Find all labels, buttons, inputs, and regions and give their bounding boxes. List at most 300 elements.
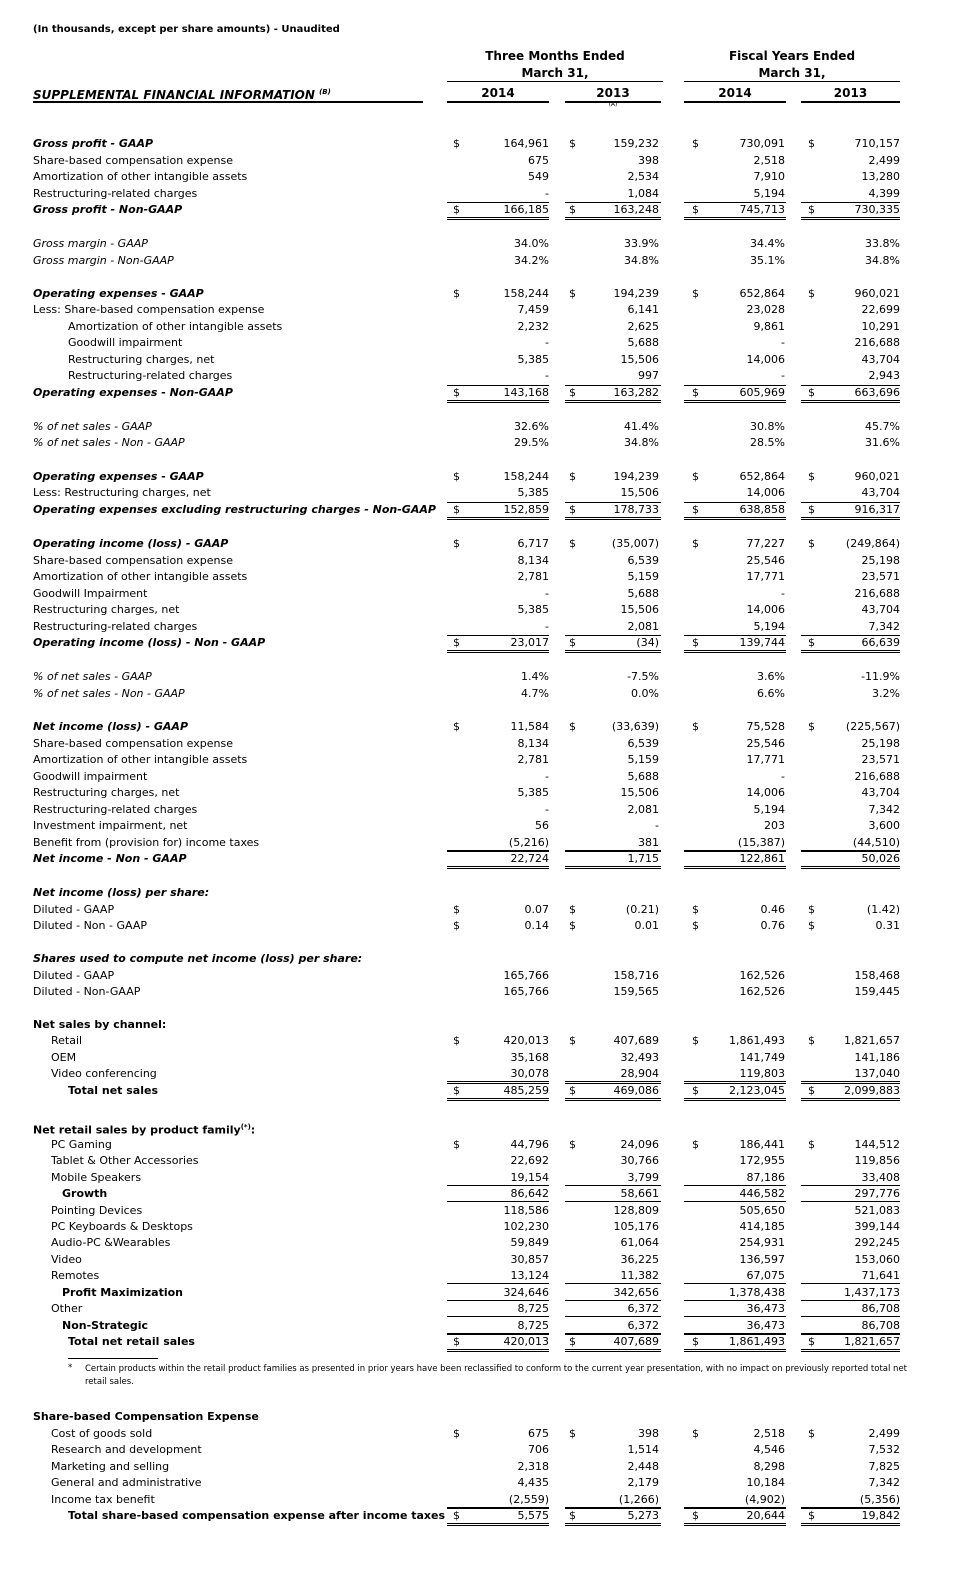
row-label [51, 1034, 82, 1047]
total-rule [447, 1185, 549, 1186]
total-rule [684, 385, 786, 386]
value-cell: 136,597 [739, 1253, 785, 1266]
value-cell: - [545, 803, 549, 816]
currency-symbol: $ [453, 1509, 460, 1522]
double-total-rule [565, 650, 661, 653]
value-cell: 30,078 [510, 1067, 549, 1080]
value-cell: 30,766 [620, 1154, 659, 1167]
row-label [33, 603, 179, 616]
currency-symbol: $ [569, 720, 576, 733]
value-cell: 2,232 [517, 320, 549, 333]
row-label-text: Restructuring-related charges [33, 187, 198, 200]
value-cell: 19,842 [861, 1509, 900, 1522]
value-cell: 61,064 [620, 1236, 659, 1249]
value-cell: 8,298 [753, 1460, 785, 1473]
value-cell: 158,468 [854, 969, 900, 982]
value-cell: 0.07 [524, 903, 549, 916]
value-cell: 23,571 [861, 753, 900, 766]
value-cell: 141,749 [739, 1051, 785, 1064]
value-cell: (15,387) [737, 836, 785, 849]
total-rule [801, 851, 900, 852]
total-rule [565, 1083, 661, 1084]
row-label-text: Operating expenses excluding restructuring charges - Non-GAAP [33, 503, 436, 516]
value-cell: 194,239 [613, 470, 659, 483]
currency-symbol: $ [692, 470, 699, 483]
row-label [33, 952, 362, 965]
value-cell: 605,969 [739, 386, 785, 399]
value-cell: (44,510) [852, 836, 900, 849]
value-cell: 414,185 [739, 1220, 785, 1233]
currency-symbol: $ [569, 1138, 576, 1151]
currency-symbol: $ [692, 386, 699, 399]
value-cell: 5,385 [517, 786, 549, 799]
value-cell: 1,437,173 [844, 1286, 900, 1299]
row-label [68, 1335, 195, 1348]
value-cell: - [545, 187, 549, 200]
value-cell: (4,902) [744, 1493, 785, 1506]
currency-symbol: $ [569, 1509, 576, 1522]
currency-symbol: $ [808, 1509, 815, 1522]
value-cell: 420,013 [503, 1034, 549, 1047]
double-total-rule [447, 1098, 549, 1101]
value-cell: 158,244 [503, 287, 549, 300]
currency-symbol: $ [453, 1034, 460, 1047]
row-label-text: Total net sales [68, 1084, 159, 1097]
total-rule [565, 635, 661, 636]
row-label [51, 1154, 199, 1167]
total-rule [565, 1081, 661, 1082]
value-cell: 5,575 [517, 1509, 549, 1522]
value-cell: 30,857 [510, 1253, 549, 1266]
row-label [51, 1236, 170, 1249]
value-cell: 34.8% [624, 436, 659, 449]
row-label-text: Operating income (loss) - GAAP [33, 537, 229, 550]
row-label-text: OEM [51, 1051, 77, 1064]
value-cell: 14,006 [746, 786, 785, 799]
value-cell: -7.5% [627, 670, 659, 683]
row-label [33, 720, 188, 733]
value-cell: - [655, 819, 659, 832]
row-label [33, 254, 174, 267]
value-cell: 43,704 [861, 353, 900, 366]
column-note-a: (A) [608, 101, 618, 108]
value-cell: 0.01 [634, 919, 659, 932]
value-cell: 292,245 [854, 1236, 900, 1249]
currency-symbol: $ [569, 1427, 576, 1440]
value-cell: 36,225 [620, 1253, 659, 1266]
value-cell: 7,910 [753, 170, 785, 183]
value-cell: 2,518 [753, 154, 785, 167]
row-label [33, 1121, 255, 1137]
currency-symbol: $ [808, 537, 815, 550]
value-cell: 22,692 [510, 1154, 549, 1167]
double-total-rule [684, 1098, 786, 1101]
row-label-text: Remotes [51, 1269, 100, 1282]
value-cell: 139,744 [739, 636, 785, 649]
row-label-text: Diluted - Non - GAAP [33, 919, 147, 932]
currency-symbol: $ [692, 537, 699, 550]
row-label-text: % of net sales - Non - GAAP [33, 436, 185, 449]
value-cell: 2,081 [627, 803, 659, 816]
double-total-rule [447, 650, 549, 653]
currency-symbol: $ [808, 503, 815, 516]
value-cell: (33,639) [611, 720, 659, 733]
value-cell: 128,809 [613, 1204, 659, 1217]
total-rule [684, 851, 786, 852]
value-cell: 4.7% [521, 687, 549, 700]
double-total-rule [447, 1349, 549, 1352]
value-cell: 8,725 [517, 1319, 549, 1332]
row-label-text: Share-based compensation expense [33, 554, 233, 567]
value-cell: 1.4% [521, 670, 549, 683]
row-label [51, 1493, 155, 1506]
value-cell: 15,506 [620, 786, 659, 799]
row-label [33, 287, 204, 300]
value-cell: 25,198 [861, 737, 900, 750]
value-cell: 19,154 [510, 1171, 549, 1184]
value-cell: 194,239 [613, 287, 659, 300]
total-rule [447, 1081, 549, 1082]
value-cell: 1,861,493 [729, 1034, 785, 1047]
value-cell: 638,858 [739, 503, 785, 516]
value-cell: 41.4% [624, 420, 659, 433]
total-rule [447, 502, 549, 503]
row-label [68, 320, 282, 333]
row-label [33, 836, 259, 849]
currency-symbol: $ [808, 203, 815, 216]
currency-symbol: $ [808, 1335, 815, 1348]
value-cell: 2,518 [753, 1427, 785, 1440]
value-cell: 45.7% [865, 420, 900, 433]
value-cell: 22,724 [510, 852, 549, 865]
value-cell: 1,821,657 [844, 1335, 900, 1348]
row-label [62, 1286, 183, 1299]
footnote-line-2: retail sales. [85, 1377, 134, 1387]
value-cell: 158,244 [503, 470, 549, 483]
value-cell: 216,688 [854, 770, 900, 783]
total-rule [447, 1300, 549, 1301]
currency-symbol: $ [569, 470, 576, 483]
currency-symbol: $ [453, 386, 460, 399]
currency-symbol: $ [808, 287, 815, 300]
value-cell: 663,696 [854, 386, 900, 399]
value-cell: 5,194 [753, 187, 785, 200]
total-rule [447, 1316, 549, 1317]
value-cell: 216,688 [854, 587, 900, 600]
total-rule [801, 385, 900, 386]
total-rule [801, 1316, 900, 1317]
total-rule [565, 1283, 661, 1284]
row-label [33, 537, 228, 550]
value-cell: 34.0% [514, 237, 549, 250]
row-label-text: Amortization of other intangible assets [33, 753, 248, 766]
value-cell: 14,006 [746, 486, 785, 499]
value-cell: 2,943 [868, 369, 900, 382]
value-cell: 28.5% [750, 436, 785, 449]
row-label [33, 636, 265, 649]
value-cell: 420,013 [503, 1335, 549, 1348]
value-cell: 11,382 [620, 1269, 659, 1282]
row-label-text: General and administrative [51, 1476, 202, 1489]
row-label [51, 1138, 112, 1151]
value-cell: 469,086 [613, 1084, 659, 1097]
value-cell: 916,317 [854, 503, 900, 516]
value-cell: 36,473 [746, 1319, 785, 1332]
value-cell: 5,385 [517, 486, 549, 499]
unit-note: (In thousands, except per share amounts) - Unaudited [33, 24, 340, 35]
row-label [51, 1476, 202, 1489]
row-label [33, 852, 187, 865]
value-cell: - [781, 770, 785, 783]
value-cell: 730,091 [739, 137, 785, 150]
value-cell: 8,134 [517, 554, 549, 567]
value-cell: 152,859 [503, 503, 549, 516]
row-label [68, 369, 232, 382]
row-label [33, 386, 233, 399]
row-label [33, 919, 147, 932]
double-total-rule [801, 866, 900, 869]
value-cell: 25,546 [746, 554, 785, 567]
value-cell: 1,861,493 [729, 1335, 785, 1348]
value-cell: 2,499 [868, 1427, 900, 1440]
value-cell: 30.8% [750, 420, 785, 433]
value-cell: 14,006 [746, 353, 785, 366]
value-cell: 2,123,045 [729, 1084, 785, 1097]
value-cell: 7,532 [868, 1443, 900, 1456]
value-cell: 163,282 [613, 386, 659, 399]
currency-symbol: $ [569, 386, 576, 399]
value-cell: 33.8% [865, 237, 900, 250]
row-label-text: Gross profit - GAAP [33, 137, 154, 150]
value-cell: 71,641 [861, 1269, 900, 1282]
currency-symbol: $ [808, 137, 815, 150]
value-cell: 163,248 [613, 203, 659, 216]
value-cell: (5,356) [859, 1493, 900, 1506]
value-cell: 56 [535, 819, 549, 832]
value-cell: 165,766 [503, 985, 549, 998]
section-title-rule [33, 101, 423, 103]
total-rule [684, 1316, 786, 1317]
value-cell: 216,688 [854, 336, 900, 349]
value-cell: 7,459 [517, 303, 549, 316]
row-label [33, 303, 264, 316]
row-label-text: Marketing and selling [51, 1460, 170, 1473]
row-label-sup: (*) [240, 1123, 251, 1131]
value-cell: 0.76 [760, 919, 785, 932]
row-label [51, 1067, 157, 1080]
value-cell: 122,861 [739, 852, 785, 865]
currency-symbol: $ [808, 1084, 815, 1097]
currency-symbol: $ [808, 1427, 815, 1440]
double-total-rule [565, 1349, 661, 1352]
value-cell: 6,372 [627, 1302, 659, 1315]
currency-symbol: $ [569, 287, 576, 300]
value-cell: 6,539 [627, 554, 659, 567]
total-rule [565, 502, 661, 503]
row-label [33, 620, 197, 633]
value-cell: 23,017 [510, 636, 549, 649]
row-label-text: Restructuring charges, net [33, 603, 180, 616]
value-cell: 20,644 [746, 1509, 785, 1522]
row-label [33, 969, 114, 982]
value-cell: 5,688 [627, 587, 659, 600]
value-cell: 43,704 [861, 786, 900, 799]
total-rule [565, 1201, 661, 1202]
row-label-text: Other [51, 1302, 83, 1315]
value-cell: 11,584 [510, 720, 549, 733]
row-label [33, 554, 233, 567]
value-cell: 15,506 [620, 486, 659, 499]
row-label [33, 803, 197, 816]
year-header-rule-2 [684, 101, 786, 103]
value-cell: 6,141 [627, 303, 659, 316]
value-cell: -11.9% [861, 670, 900, 683]
value-cell: 75,528 [746, 720, 785, 733]
year-header-0: 2014 [481, 86, 515, 100]
row-label-text: % of net sales - Non - GAAP [33, 687, 185, 700]
total-rule [684, 1334, 786, 1335]
total-rule [565, 851, 661, 852]
row-label [51, 1171, 141, 1184]
total-rule [565, 202, 661, 203]
total-rule [684, 1508, 786, 1509]
value-cell: 4,399 [868, 187, 900, 200]
row-label-text: Gross margin - GAAP [33, 237, 148, 250]
year-header-rule-3 [801, 101, 900, 103]
value-cell: 32,493 [620, 1051, 659, 1064]
value-cell: 159,445 [854, 985, 900, 998]
value-cell: 521,083 [854, 1204, 900, 1217]
value-cell: (1,266) [618, 1493, 659, 1506]
row-label [33, 486, 211, 499]
double-total-rule [447, 217, 549, 220]
value-cell: 23,571 [861, 570, 900, 583]
total-rule [684, 202, 786, 203]
row-label [51, 1427, 152, 1440]
row-label-text: Less: Share-based compensation expense [33, 303, 265, 316]
section-title: SUPPLEMENTAL FINANCIAL INFORMATION $^{(B)}$ [33, 88, 331, 102]
value-cell: - [545, 336, 549, 349]
double-total-rule [801, 1098, 900, 1101]
value-cell: 25,546 [746, 737, 785, 750]
total-rule [801, 202, 900, 203]
currency-symbol: $ [569, 1084, 576, 1097]
year-header-rule-0 [447, 101, 549, 103]
row-label [33, 737, 233, 750]
total-rule [684, 1283, 786, 1284]
total-rule [801, 502, 900, 503]
value-cell: 24,096 [620, 1138, 659, 1151]
value-cell: 5,385 [517, 603, 549, 616]
row-label [51, 1253, 82, 1266]
value-cell: 5,159 [627, 753, 659, 766]
total-rule [801, 1185, 900, 1186]
double-total-rule [684, 400, 786, 403]
currency-symbol: $ [692, 1509, 699, 1522]
value-cell: - [781, 369, 785, 382]
value-cell: 324,646 [503, 1286, 549, 1299]
total-rule [801, 1201, 900, 1202]
value-cell: 86,642 [510, 1187, 549, 1200]
value-cell: 119,803 [739, 1067, 785, 1080]
value-cell: 6,717 [517, 537, 549, 550]
total-rule [684, 1185, 786, 1186]
value-cell: 8,725 [517, 1302, 549, 1315]
currency-symbol: $ [569, 636, 576, 649]
double-total-rule [684, 650, 786, 653]
value-cell: 2,179 [627, 1476, 659, 1489]
value-cell: 10,184 [746, 1476, 785, 1489]
currency-symbol: $ [692, 1084, 699, 1097]
row-label [33, 170, 247, 183]
value-cell: 297,776 [854, 1187, 900, 1200]
row-label-text: Amortization of other intangible assets [33, 570, 248, 583]
total-rule [565, 385, 661, 386]
row-label-text: Share-based compensation expense [33, 737, 233, 750]
value-cell: 1,715 [627, 852, 659, 865]
value-cell: 398 [638, 154, 659, 167]
currency-symbol: $ [808, 386, 815, 399]
value-cell: 407,689 [613, 1335, 659, 1348]
row-label-text: Share-based compensation expense [33, 154, 233, 167]
row-label [33, 903, 114, 916]
total-rule [801, 1283, 900, 1284]
currency-symbol: $ [808, 470, 815, 483]
double-total-rule [801, 517, 900, 520]
double-total-rule [801, 400, 900, 403]
row-label-text: Tablet & Other Accessories [51, 1154, 199, 1167]
double-total-rule [565, 1098, 661, 1101]
value-cell: (2,559) [508, 1493, 549, 1506]
row-label-text: Goodwill impairment [33, 770, 148, 783]
row-label-text: Video conferencing [51, 1067, 157, 1080]
double-total-rule [801, 1523, 900, 1526]
row-label-text: Amortization of other intangible assets [33, 170, 248, 183]
value-cell: 172,955 [739, 1154, 785, 1167]
row-label-suffix: : [250, 1123, 256, 1137]
row-label [51, 1220, 193, 1233]
value-cell: 7,825 [868, 1460, 900, 1473]
double-total-rule [447, 866, 549, 869]
total-rule [684, 1083, 786, 1084]
row-label-text: Operating income (loss) - Non - GAAP [33, 636, 266, 649]
value-cell: (34) [636, 636, 659, 649]
double-total-rule [801, 650, 900, 653]
value-cell: 15,506 [620, 603, 659, 616]
value-cell: 5,688 [627, 770, 659, 783]
value-cell: 5,273 [627, 1509, 659, 1522]
fiscal-years-header: Fiscal Years Ended [728, 49, 856, 63]
row-label-text: Shares used to compute net income (loss) per share: [33, 952, 363, 965]
value-cell: 0.46 [760, 903, 785, 916]
currency-symbol: $ [808, 903, 815, 916]
total-rule [447, 1334, 549, 1335]
value-cell: 3.6% [757, 670, 785, 683]
row-label-text: Restructuring charges, net [68, 353, 215, 366]
currency-symbol: $ [453, 503, 460, 516]
value-cell: 6,539 [627, 737, 659, 750]
value-cell: 706 [528, 1443, 549, 1456]
value-cell: 745,713 [739, 203, 785, 216]
currency-symbol: $ [692, 137, 699, 150]
currency-symbol: $ [569, 919, 576, 932]
value-cell: 675 [528, 154, 549, 167]
total-rule [447, 202, 549, 203]
currency-symbol: $ [453, 1084, 460, 1097]
value-cell: 23,028 [746, 303, 785, 316]
total-rule [801, 1081, 900, 1082]
value-cell: 162,526 [739, 969, 785, 982]
